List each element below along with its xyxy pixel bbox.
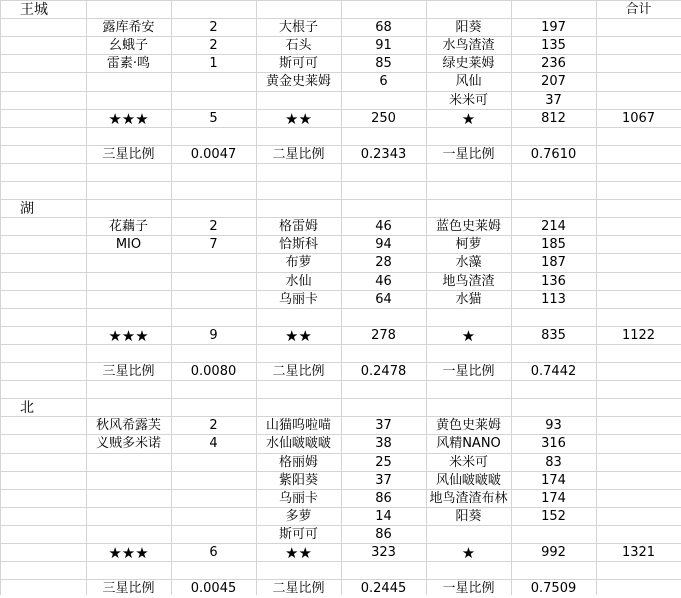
two-star-sum: 250 [371, 111, 396, 126]
character-count: 25 [375, 455, 392, 470]
character-name: 水仙 [285, 274, 312, 289]
two-star-label: ★★ [285, 544, 312, 562]
character-count: 174 [541, 491, 566, 506]
character-count: 214 [541, 219, 566, 234]
three-star-ratio-label: 三星比例 [102, 581, 155, 596]
one-star-ratio-label: 一星比例 [442, 364, 495, 379]
character-count: 113 [541, 292, 566, 307]
two-star-ratio-label: 二星比例 [272, 581, 325, 596]
character-count: 6 [379, 74, 388, 89]
one-star-sum: 835 [541, 328, 566, 343]
character-count: 85 [375, 56, 392, 71]
character-count: 2 [209, 38, 218, 53]
character-name: 恰斯科 [278, 237, 318, 252]
character-count: 37 [545, 93, 562, 108]
character-count: 316 [541, 436, 566, 451]
character-count: 64 [375, 292, 392, 307]
one-star-ratio-label: 一星比例 [442, 147, 495, 162]
character-count: 37 [375, 418, 392, 433]
character-name: 乌丽卡 [278, 292, 318, 307]
one-star-ratio: 0.7509 [530, 581, 577, 596]
character-count: 1 [209, 56, 218, 71]
character-name: 乌丽卡 [278, 491, 318, 506]
character-count: 2 [209, 418, 218, 433]
two-star-sum: 278 [371, 328, 396, 343]
character-count: 38 [375, 436, 392, 451]
character-count: 46 [375, 219, 392, 234]
character-name: 地鸟渣渣布林 [429, 491, 508, 506]
character-name: 紫阳葵 [278, 473, 318, 488]
character-count: 174 [541, 473, 566, 488]
one-star-ratio: 0.7610 [530, 147, 577, 162]
character-name: 地鸟渣渣 [442, 274, 495, 289]
character-count: 187 [541, 255, 566, 270]
total-header: 合计 [625, 2, 652, 17]
character-name: 大根子 [278, 20, 318, 35]
character-count: 83 [545, 455, 562, 470]
section-name: 王城 [20, 2, 48, 18]
two-star-label: ★★ [285, 110, 312, 128]
character-count: 94 [375, 237, 392, 252]
character-name: 山猫呜啦喵 [265, 418, 331, 433]
character-name: 阳葵 [455, 509, 482, 524]
character-count: 207 [541, 74, 566, 89]
one-star-sum: 992 [541, 545, 566, 560]
three-star-sum: 6 [209, 545, 218, 560]
character-name: 黄色史莱姆 [435, 418, 501, 433]
character-name: 米米可 [448, 455, 488, 470]
character-count: 37 [375, 473, 392, 488]
character-count: 14 [375, 509, 392, 524]
one-star-ratio: 0.7442 [530, 364, 577, 379]
two-star-ratio: 0.2478 [360, 364, 407, 379]
character-name: 米米可 [448, 93, 488, 108]
character-count: 2 [209, 219, 218, 234]
section-total: 1067 [621, 111, 656, 126]
one-star-label: ★ [461, 544, 476, 562]
two-star-ratio-label: 二星比例 [272, 147, 325, 162]
character-count: 86 [375, 491, 392, 506]
one-star-label: ★ [461, 327, 476, 345]
character-count: 68 [375, 20, 392, 35]
character-name: 阳葵 [455, 20, 482, 35]
character-name: 格雷姆 [278, 219, 318, 234]
character-name: 柯萝 [455, 237, 482, 252]
one-star-label: ★ [461, 110, 476, 128]
section-total: 1321 [621, 545, 656, 560]
character-name: 风仙啵啵啵 [435, 473, 501, 488]
character-name: 风仙 [455, 74, 482, 89]
character-name: 多萝 [285, 509, 312, 524]
character-count: 185 [541, 237, 566, 252]
three-star-ratio: 0.0047 [190, 147, 237, 162]
character-name: 风精NANO [436, 436, 501, 451]
section-total: 1122 [621, 328, 656, 343]
character-count: 135 [541, 38, 566, 53]
character-name: 花藕子 [108, 219, 148, 234]
character-name: 布萝 [285, 255, 312, 270]
character-name: 石头 [285, 38, 312, 53]
character-name: 黄金史莱姆 [265, 74, 331, 89]
character-name: 露库希安 [102, 20, 155, 35]
three-star-label: ★★★ [108, 110, 149, 128]
character-count: 4 [209, 436, 218, 451]
three-star-sum: 5 [209, 111, 218, 126]
three-star-label: ★★★ [108, 327, 149, 345]
character-name: 秋风希露芙 [95, 418, 161, 433]
character-name: 水仙啵啵啵 [265, 436, 331, 451]
character-name: 义贼多米诺 [95, 436, 161, 451]
character-count: 236 [541, 56, 566, 71]
character-count: 28 [375, 255, 392, 270]
character-count: 2 [209, 20, 218, 35]
two-star-sum: 323 [371, 545, 396, 560]
three-star-ratio-label: 三星比例 [102, 364, 155, 379]
one-star-sum: 812 [541, 111, 566, 126]
two-star-ratio: 0.2445 [360, 581, 407, 596]
two-star-label: ★★ [285, 327, 312, 345]
three-star-ratio: 0.0045 [190, 581, 237, 596]
character-name: 水鸟渣渣 [442, 38, 495, 53]
character-count: 197 [541, 20, 566, 35]
character-count: 91 [375, 38, 392, 53]
character-name: 斯可可 [278, 527, 318, 542]
character-name: 蓝色史莱姆 [435, 219, 501, 234]
character-count: 86 [375, 527, 392, 542]
character-name: 斯可可 [278, 56, 318, 71]
character-count: 7 [209, 237, 218, 252]
two-star-ratio: 0.2343 [360, 147, 407, 162]
character-count: 93 [545, 418, 562, 433]
character-name: MIO [115, 237, 142, 252]
two-star-ratio-label: 二星比例 [272, 364, 325, 379]
character-name: 绿史莱姆 [442, 56, 495, 71]
section-name: 北 [20, 400, 34, 416]
character-count: 136 [541, 274, 566, 289]
character-name: 水藻 [455, 255, 482, 270]
character-name: 幺蛾子 [108, 38, 148, 53]
character-count: 152 [541, 509, 566, 524]
character-name: 水猫 [455, 292, 482, 307]
one-star-ratio-label: 一星比例 [442, 581, 495, 596]
three-star-label: ★★★ [108, 544, 149, 562]
character-name: 格丽姆 [278, 455, 318, 470]
three-star-ratio-label: 三星比例 [102, 147, 155, 162]
character-name: 雷素·鸣 [106, 56, 151, 71]
three-star-sum: 9 [209, 328, 218, 343]
character-count: 46 [375, 274, 392, 289]
section-name: 湖 [20, 201, 34, 217]
three-star-ratio: 0.0080 [190, 364, 237, 379]
